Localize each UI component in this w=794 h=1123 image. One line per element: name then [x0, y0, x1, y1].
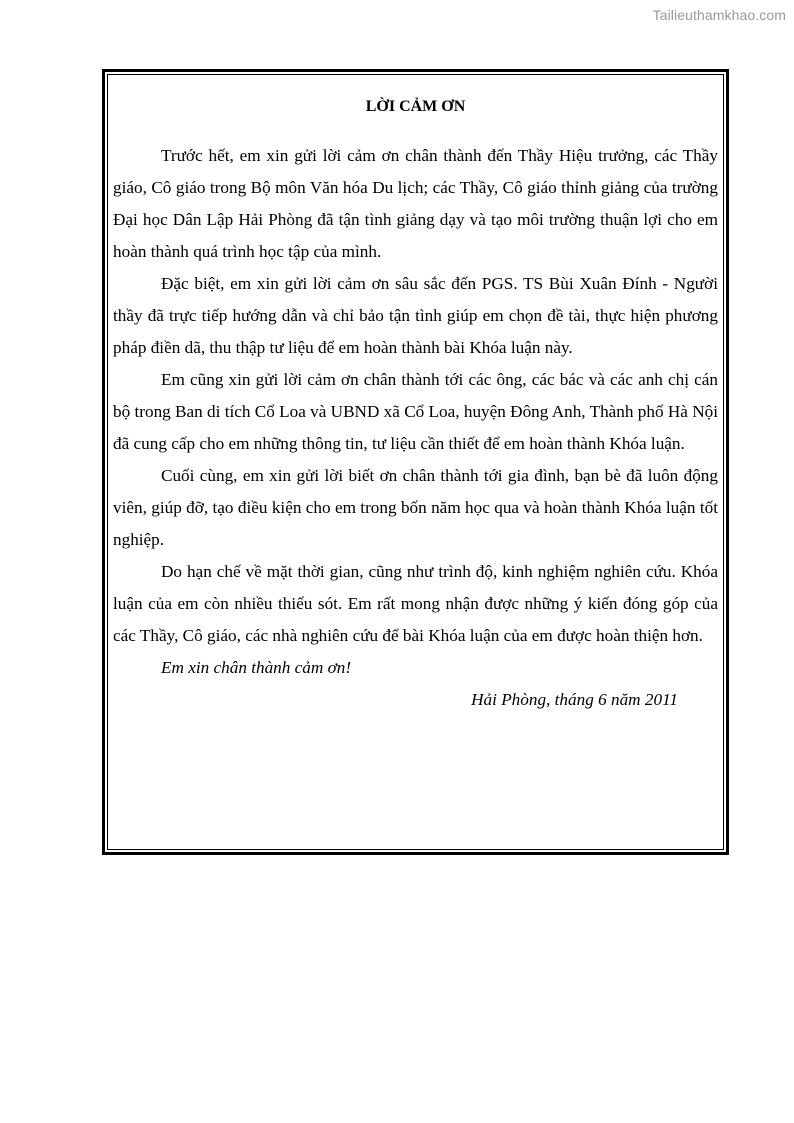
place-date-signature: Hải Phòng, tháng 6 năm 2011 — [471, 690, 678, 709]
document-body — [113, 96, 718, 716]
paragraph-limitations: Do hạn chế về mặt thời gian, cũng như trình độ, kinh nghiệm nghiên cứu. Khóa luận của em còn nhiều thiếu sót. Em rất mong nhận được những ý kiến đóng góp của các Thầy, Cô giáo, các nhà nghiên cứu để bài Khóa luận của em được hoàn thiện hơn. — [113, 562, 718, 645]
paragraph-thanks-rector: Trước hết, em xin gửi lời cảm ơn chân thành đến Thầy Hiệu trưởng, các Thầy giáo, Cô giáo trong Bộ môn Văn hóa Du lịch; các Thầy, Cô giáo thỉnh giảng của trường Đại học Dân Lập Hải Phòng đã tận tình giảng dạy và tạo môi trường thuận lợi cho em hoàn thành quá trình học tập của mình. — [113, 146, 718, 261]
paragraph-thanks-advisor: Đặc biệt, em xin gửi lời cảm ơn sâu sắc đến PGS. TS Bùi Xuân Đính - Người thầy đã trực tiếp hướng dẫn và chỉ bảo tận tình giúp em chọn đề tài, thực hiện phương pháp điền dã, thu thập tư liệu để em hoàn thành bài Khóa luận này. — [113, 274, 718, 357]
watermark-text: Tailieuthamkhao.com — [652, 7, 786, 23]
paragraph-thanks-family: Cuối cùng, em xin gửi lời biết ơn chân thành tới gia đình, bạn bè đã luôn động viên, giúp đỡ, tạo điều kiện cho em trong bốn năm học qua và hoàn thành Khóa luận tốt nghiệp. — [113, 466, 718, 549]
closing-line: Em xin chân thành cảm ơn! — [161, 658, 352, 677]
page-title: LỜI CẢM ƠN — [365, 98, 466, 115]
paragraph-thanks-relic-board: Em cũng xin gửi lời cảm ơn chân thành tới các ông, các bác và các anh chị cán bộ trong Ban di tích Cổ Loa và UBND xã Cổ Loa, huyện Đông Anh, Thành phố Hà Nội đã cung cấp cho em những thông tin, tư liệu cần thiết để em hoàn thành Khóa luận. — [113, 370, 718, 453]
